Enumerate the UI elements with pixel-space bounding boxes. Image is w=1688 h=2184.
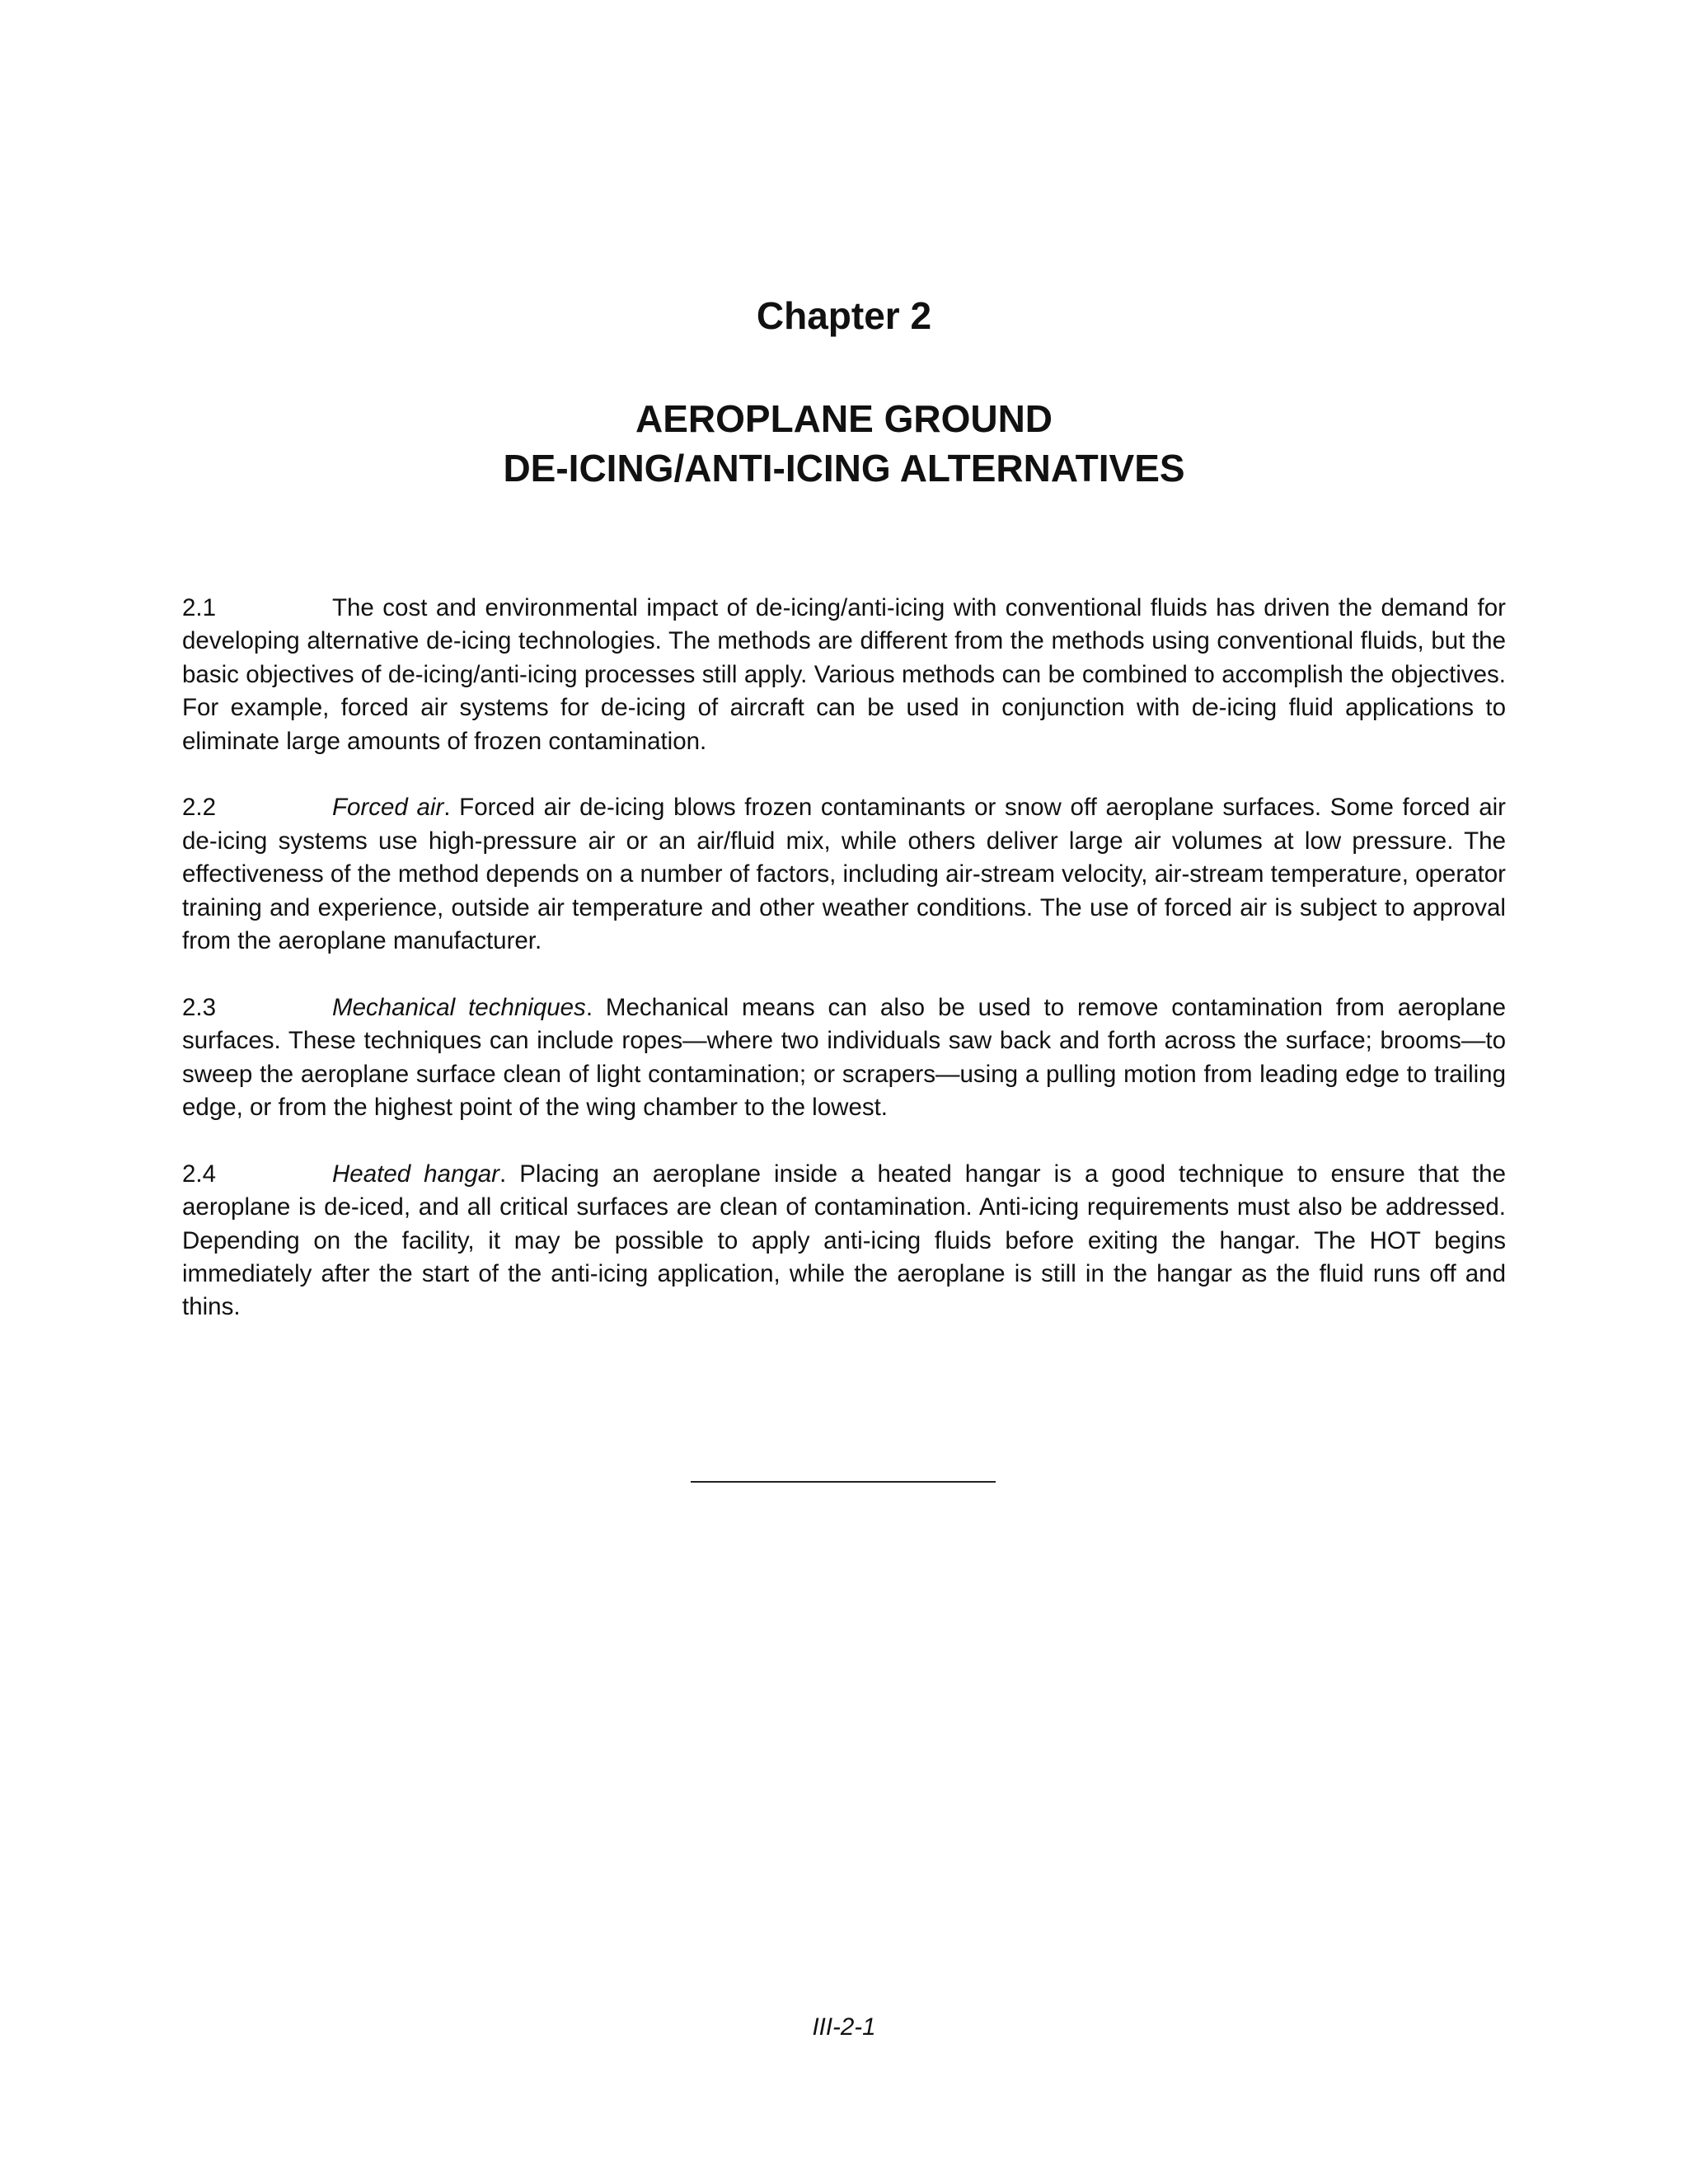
section-end-rule: [691, 1481, 996, 1483]
paragraph-text: Mechanical means can also be used to remove contamination from aeroplane surfaces. These techniques can include ropes—where two individuals saw back and forth across the surface; brooms—to sweep the aeroplane surface clean of light contamination; or scrapers—using a pulling motion from leading edge to trailing edge, or from the highest point of the wing chamber to the lowest.: [182, 993, 1506, 1122]
paragraph-heading-suffix: .: [499, 1160, 507, 1188]
paragraph-heading: Mechanical techniques: [332, 993, 586, 1021]
paragraph-text: Placing an aeroplane inside a heated hangar is a good technique to ensure that the aeroplane is de-iced, and all critical surfaces are clean of contamination. Anti-icing requirements must also be addressed. Depending on the facility, it may be possible to apply anti-icing fluids before exiting the hangar. The HOT begins immediately after the start of the anti-icing application, while the aeroplane is still in the hangar as the fluid runs off and thins.: [182, 1160, 1506, 1321]
paragraph-heading-suffix: .: [585, 993, 593, 1021]
title-line-1: AEROPLANE GROUND: [635, 397, 1053, 440]
paragraph-heading-suffix: .: [443, 794, 451, 822]
paragraph-2-3: [182, 991, 1506, 1125]
paragraph-text: Forced air de-icing blows frozen contaminants or snow off aeroplane surfaces. Some forced air de-icing systems use high-pressure air or an air/fluid mix, while others deliver large air volumes at low pressure. The effectiveness of the method depends on a number of factors, including air-stream velocity, air-stream temperature, operator training and experience, outside air temperature and other weather conditions. The use of forced air is subject to approval from the aeroplane manufacturer.: [182, 794, 1506, 955]
paragraph-number: 2.3: [182, 993, 217, 1021]
paragraph-heading: Forced air: [332, 794, 444, 822]
paragraph-heading: Heated hangar: [332, 1160, 499, 1188]
chapter-heading: Chapter 2: [756, 294, 932, 337]
paragraph-number: 2.4: [182, 1160, 217, 1188]
paragraph-2-4: [182, 1158, 1506, 1324]
title-line-2: DE-ICING/ANTI-ICING ALTERNATIVES: [503, 447, 1185, 490]
paragraph-text: The cost and environmental impact of de-icing/anti-icing with conventional fluids has driven the demand for developing alternative de-icing technologies. The methods are different from the methods using conventional fluids, but the basic objectives of de-icing/anti-icing processes still apply. Various methods can be combined to accomplish the objectives. For example, forced air systems for de-icing of aircraft can be used in conjunction with de-icing fluid applications to eliminate large amounts of frozen contamination.: [182, 594, 1506, 755]
paragraph-2-2: [182, 791, 1506, 958]
page-title: [0, 394, 1688, 493]
body-text: [182, 592, 1506, 1357]
page-number: III-2-1: [812, 2013, 876, 2041]
paragraph-2-1: [182, 592, 1506, 758]
paragraph-number: 2.2: [182, 794, 217, 822]
paragraph-number: 2.1: [182, 594, 217, 621]
